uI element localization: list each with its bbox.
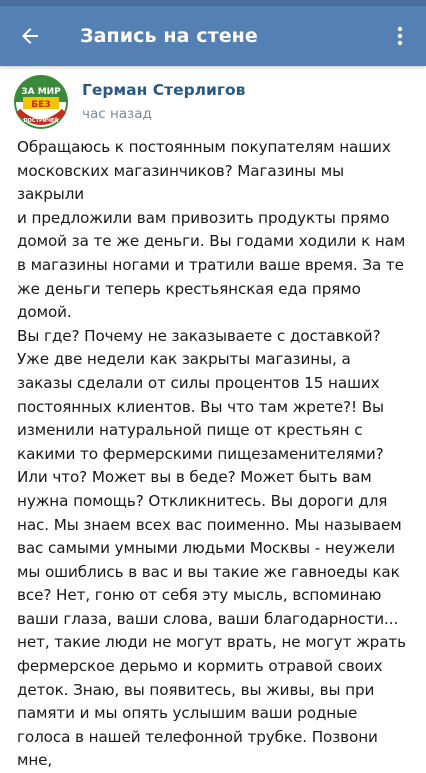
back-button[interactable] xyxy=(8,14,52,58)
author-name-link[interactable]: Герман Стерлигов xyxy=(82,81,246,99)
more-options-button[interactable] xyxy=(378,14,422,58)
more-vertical-icon xyxy=(388,24,412,48)
avatar-text-top: ЗА МИР xyxy=(21,87,61,97)
avatar[interactable] xyxy=(14,75,68,129)
post-text: Обращаюсь к постоянным покупателям наших московских магазинчиков? Магазины мы закрыли и предложили вам привозить продукты прямо домой за те же деньги. Вы годами ходили к нам в магазины ногами и тратили ваше время. За те же деньги теперь крестьянская еда прямо домой. Вы где? Почему не заказываете с доставкой? Уже две недели как закрыты магазины, а заказы сделали от силы процентов 15 наших постоянных клиентов. Вы что там жрете?! Вы изменили натуральной пище от крестьян с какими то фермерскими пищезаменителями? Или что? Может вы в беде? Может быть вам нужна помощь? Откликнитесь. Вы дороги для нас. Мы знаем всех вас поименно. Мы называем вас самыми умными людьми Москвы - неужели мы ошиблись в вас и вы такие же гавноеды как все? Нет, гоню от себя эту мысль, вспоминаю ваши глаза, ваши слова, ваши благодарности... нет, такие люди не могут врать, не могут жрать фермерское дерьмо и кормить отравой своих деток. Знаю, вы появитесь, вы живы, вы при памяти и мы опять услышим ваши родные голоса в нашей телефонной трубке. Позвони мне, xyxy=(17,138,406,770)
post-timestamp: час назад xyxy=(82,106,152,122)
arrow-left-icon xyxy=(18,24,42,48)
page-title: Запись на стене xyxy=(80,25,258,47)
avatar-logo-image xyxy=(14,75,68,129)
app-bar xyxy=(0,6,426,66)
post-header xyxy=(0,66,426,136)
avatar-text-bottom: ПОСТРИЧЕЙ xyxy=(23,118,59,124)
avatar-text-mid: БЕЗ xyxy=(31,100,51,110)
